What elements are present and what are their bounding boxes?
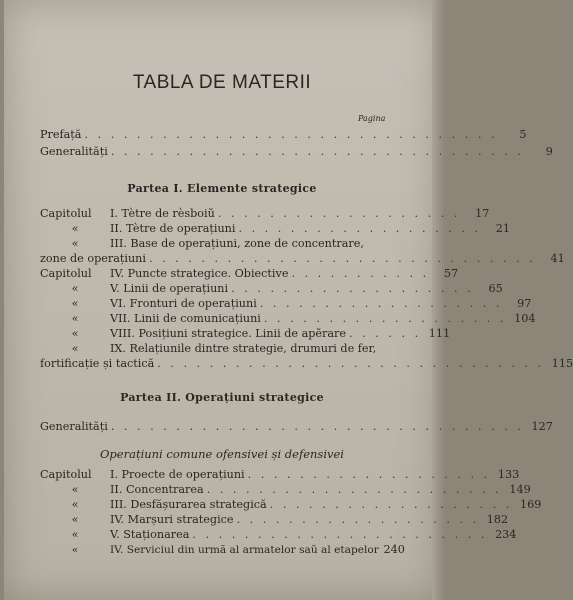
leader-dots: . . . . . . . . . . . . . . . . . . .	[263, 312, 507, 325]
leader-dots: . . . . . . . . . . . . . . . . . . . . . . . . . . . . . .	[157, 357, 545, 370]
toc-entry: « IX. Relațiunile dintre strategie, drumuri de fer,	[71, 342, 377, 355]
leader-dots: . . . . . . . . . . . . . . . . . . . . . . . . . . . . . .	[148, 252, 536, 265]
toc-entry: Prefață . . . . . . . . . . . . . . . . . . . . . . . . . . . . . . . . 5	[40, 128, 527, 141]
page-number: 115	[551, 357, 573, 370]
leader-dots: . . . . . . . . . . .	[291, 267, 430, 280]
toc-entry: « V. Linii de operațiuni . . . . . . . . . . . . . . . . . . . 65	[71, 282, 503, 295]
leader-dots: . . . . . . . . . . . . . . . . . . .	[259, 297, 503, 310]
page-number: 234	[495, 528, 517, 541]
toc-entry-continued: zone de operațiuni . . . . . . . . . . . . . . . . . . . . . . . . . . . . . . 41	[40, 252, 565, 265]
section-subheading: Operațiuni comune ofensivei și defensivei	[100, 447, 344, 461]
section-heading: Partea I. Elemente strategice	[127, 182, 317, 195]
page-number: 5	[519, 128, 527, 141]
leader-dots: . . . . . . . . . . . . . . . . . . .	[238, 222, 482, 235]
toc-entry: « II. Concentrarea . . . . . . . . . . . . . . . . . . . . . . . 149	[71, 483, 531, 496]
page-title: TABLA DE MATERII	[132, 72, 312, 93]
page-number: 41	[550, 252, 565, 265]
toc-entry: Capitolul I. Proecte de operațiuni . . . . . . . . . . . . . . . . . . . 133	[40, 468, 520, 481]
leader-dots: . . . . . . . . . . . . . . . . . . .	[236, 513, 480, 526]
page-number: 133	[497, 468, 520, 481]
toc-entry: « VIII. Posițiuni strategice. Linii de apĕrare . . . . . . 111	[71, 327, 451, 340]
page-number: 17	[475, 207, 490, 220]
toc-entry: « IV. Marșuri strategice . . . . . . . . . . . . . . . . . . . 182	[71, 513, 509, 526]
book-page	[4, 0, 573, 600]
toc-entry: Capitolul IV. Puncte strategice. Obiective . . . . . . . . . . . 57	[40, 267, 459, 280]
leader-dots: . . . . . . . . . . . . . . . . . . .	[269, 498, 513, 511]
page-number: 104	[514, 312, 536, 325]
leader-dots: . . . . . . . . . . . . . . . . . . .	[231, 282, 474, 295]
leader-dots: . . . . . . . . . . . . . . . . . . . . . . . . . . . . . . . .	[110, 145, 524, 158]
leader-dots: . . . . . .	[349, 327, 422, 340]
page-number: 182	[486, 513, 509, 526]
toc-entry: Generalități . . . . . . . . . . . . . . . . . . . . . . . . . . . . . . . . 9	[40, 145, 553, 158]
page-number: 21	[495, 222, 511, 235]
toc-entry: « II. Tètre de operațiuni . . . . . . . . . . . . . . . . . . . 21	[71, 222, 511, 235]
toc-entry-continued: fortificație și tactică . . . . . . . . . . . . . . . . . . . . . . . . . . . . . . 115	[40, 357, 573, 370]
page-number: 127	[531, 420, 553, 433]
page-number: 9	[545, 145, 553, 158]
leader-dots: . . . . . . . . . . . . . . . . . . . . . . .	[192, 528, 488, 541]
toc-entry: « VII. Linii de comunicațiuni . . . . . . . . . . . . . . . . . . . 104	[71, 312, 536, 325]
leader-dots: . . . . . . . . . . . . . . . . . . .	[247, 468, 491, 481]
page-column-label: Pagina	[358, 114, 386, 123]
leader-dots: . . . . . . . . . . . . . . . . . . . . . . . . . . . . . . . .	[110, 420, 524, 433]
toc-entry: « III. Base de operațiuni, zone de concentrare,	[71, 237, 364, 250]
toc-entry: « IV. Serviciul din urmă al armatelor saŭ al etapelor 240	[71, 543, 405, 556]
page-number: 111	[428, 327, 451, 340]
toc-entry: Capitolul I. Tètre de rèsboiŭ . . . . . . . . . . . . . . . . . . . 17	[40, 207, 490, 220]
toc-entry: « III. Desfășurarea strategică . . . . . . . . . . . . . . . . . . . 169	[71, 498, 542, 511]
toc-entry: « VI. Fronturi de operațiuni . . . . . . . . . . . . . . . . . . . 97	[71, 297, 532, 310]
page-number: 240	[383, 543, 405, 556]
leader-dots: . . . . . . . . . . . . . . . . . . . . . . .	[206, 483, 502, 496]
page-number: 57	[443, 267, 459, 280]
page-number: 65	[488, 282, 503, 295]
page-number: 169	[519, 498, 542, 511]
toc-entry: Generalități . . . . . . . . . . . . . . . . . . . . . . . . . . . . . . . . 127	[40, 420, 553, 433]
leader-dots: . . . . . . . . . . . . . . . . . . . . . . . . . . . . . . . .	[84, 128, 498, 141]
leader-dots: . . . . . . . . . . . . . . . . . . .	[217, 207, 461, 220]
page-number: 97	[517, 297, 532, 310]
page-number: 149	[509, 483, 531, 496]
toc-entry: « V. Staționarea . . . . . . . . . . . . . . . . . . . . . . . 234	[71, 528, 517, 541]
section-heading: Partea II. Operațiuni strategice	[120, 391, 324, 404]
